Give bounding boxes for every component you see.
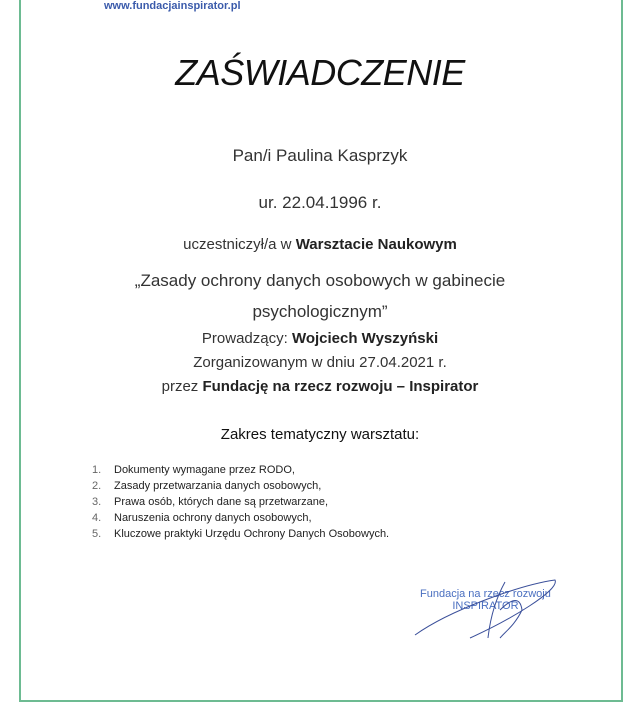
organizer-name: Fundację na rzecz rozwoju – Inspirator [202, 378, 479, 395]
stamp-line-2: INSPIRATOR [452, 600, 519, 612]
organizer-line [20, 378, 620, 395]
scope-heading: Zakres tematyczny warsztatu: [220, 426, 420, 443]
list-number: 4. [92, 512, 102, 524]
list-text: Dokumenty wymagane przez RODO, [114, 464, 295, 476]
topic-line-2: psychologicznym” [252, 302, 388, 321]
list-number: 2. [92, 480, 102, 492]
list-item [92, 494, 389, 510]
list-item [92, 526, 389, 542]
list-number: 3. [92, 496, 102, 508]
organizer-prefix: przez [161, 378, 203, 395]
participation-line [20, 236, 620, 253]
header-url: www.fundacjainspirator.pl [104, 0, 241, 12]
person-name: Pan/i Paulina Kasprzyk [232, 146, 408, 165]
list-item [92, 478, 389, 494]
stamp-line-1: Fundacja na rzecz rozwoju [420, 588, 551, 600]
list-text: Zasady przetwarzania danych osobowych, [114, 480, 322, 492]
list-number: 5. [92, 528, 102, 540]
event-type: Warsztacie Naukowym [295, 236, 457, 253]
leader-line [20, 330, 620, 347]
list-text: Kluczowe praktyki Urzędu Ochrony Danych Osobowych. [114, 528, 390, 540]
birth-date: ur. 22.04.1996 r. [258, 193, 382, 212]
list-text: Naruszenia ochrony danych osobowych, [114, 512, 312, 524]
leader-label: Prowadzący: [201, 330, 292, 347]
signature [410, 570, 560, 640]
list-number: 1. [92, 464, 102, 476]
topic-line-1: „Zasady ochrony danych osobowych w gabinecie [134, 271, 506, 290]
organized-date: Zorganizowanym w dniu 27.04.2021 r. [193, 354, 447, 371]
certificate-title: ZAŚWIADCZENIE [175, 52, 465, 93]
list-text: Prawa osób, których dane są przetwarzane, [114, 496, 329, 508]
participation-prefix: uczestniczył/a w [183, 236, 296, 253]
list-item [92, 510, 389, 526]
leader-name: Wojciech Wyszyński [291, 330, 439, 347]
list-item [92, 462, 389, 478]
scope-list [92, 462, 389, 542]
